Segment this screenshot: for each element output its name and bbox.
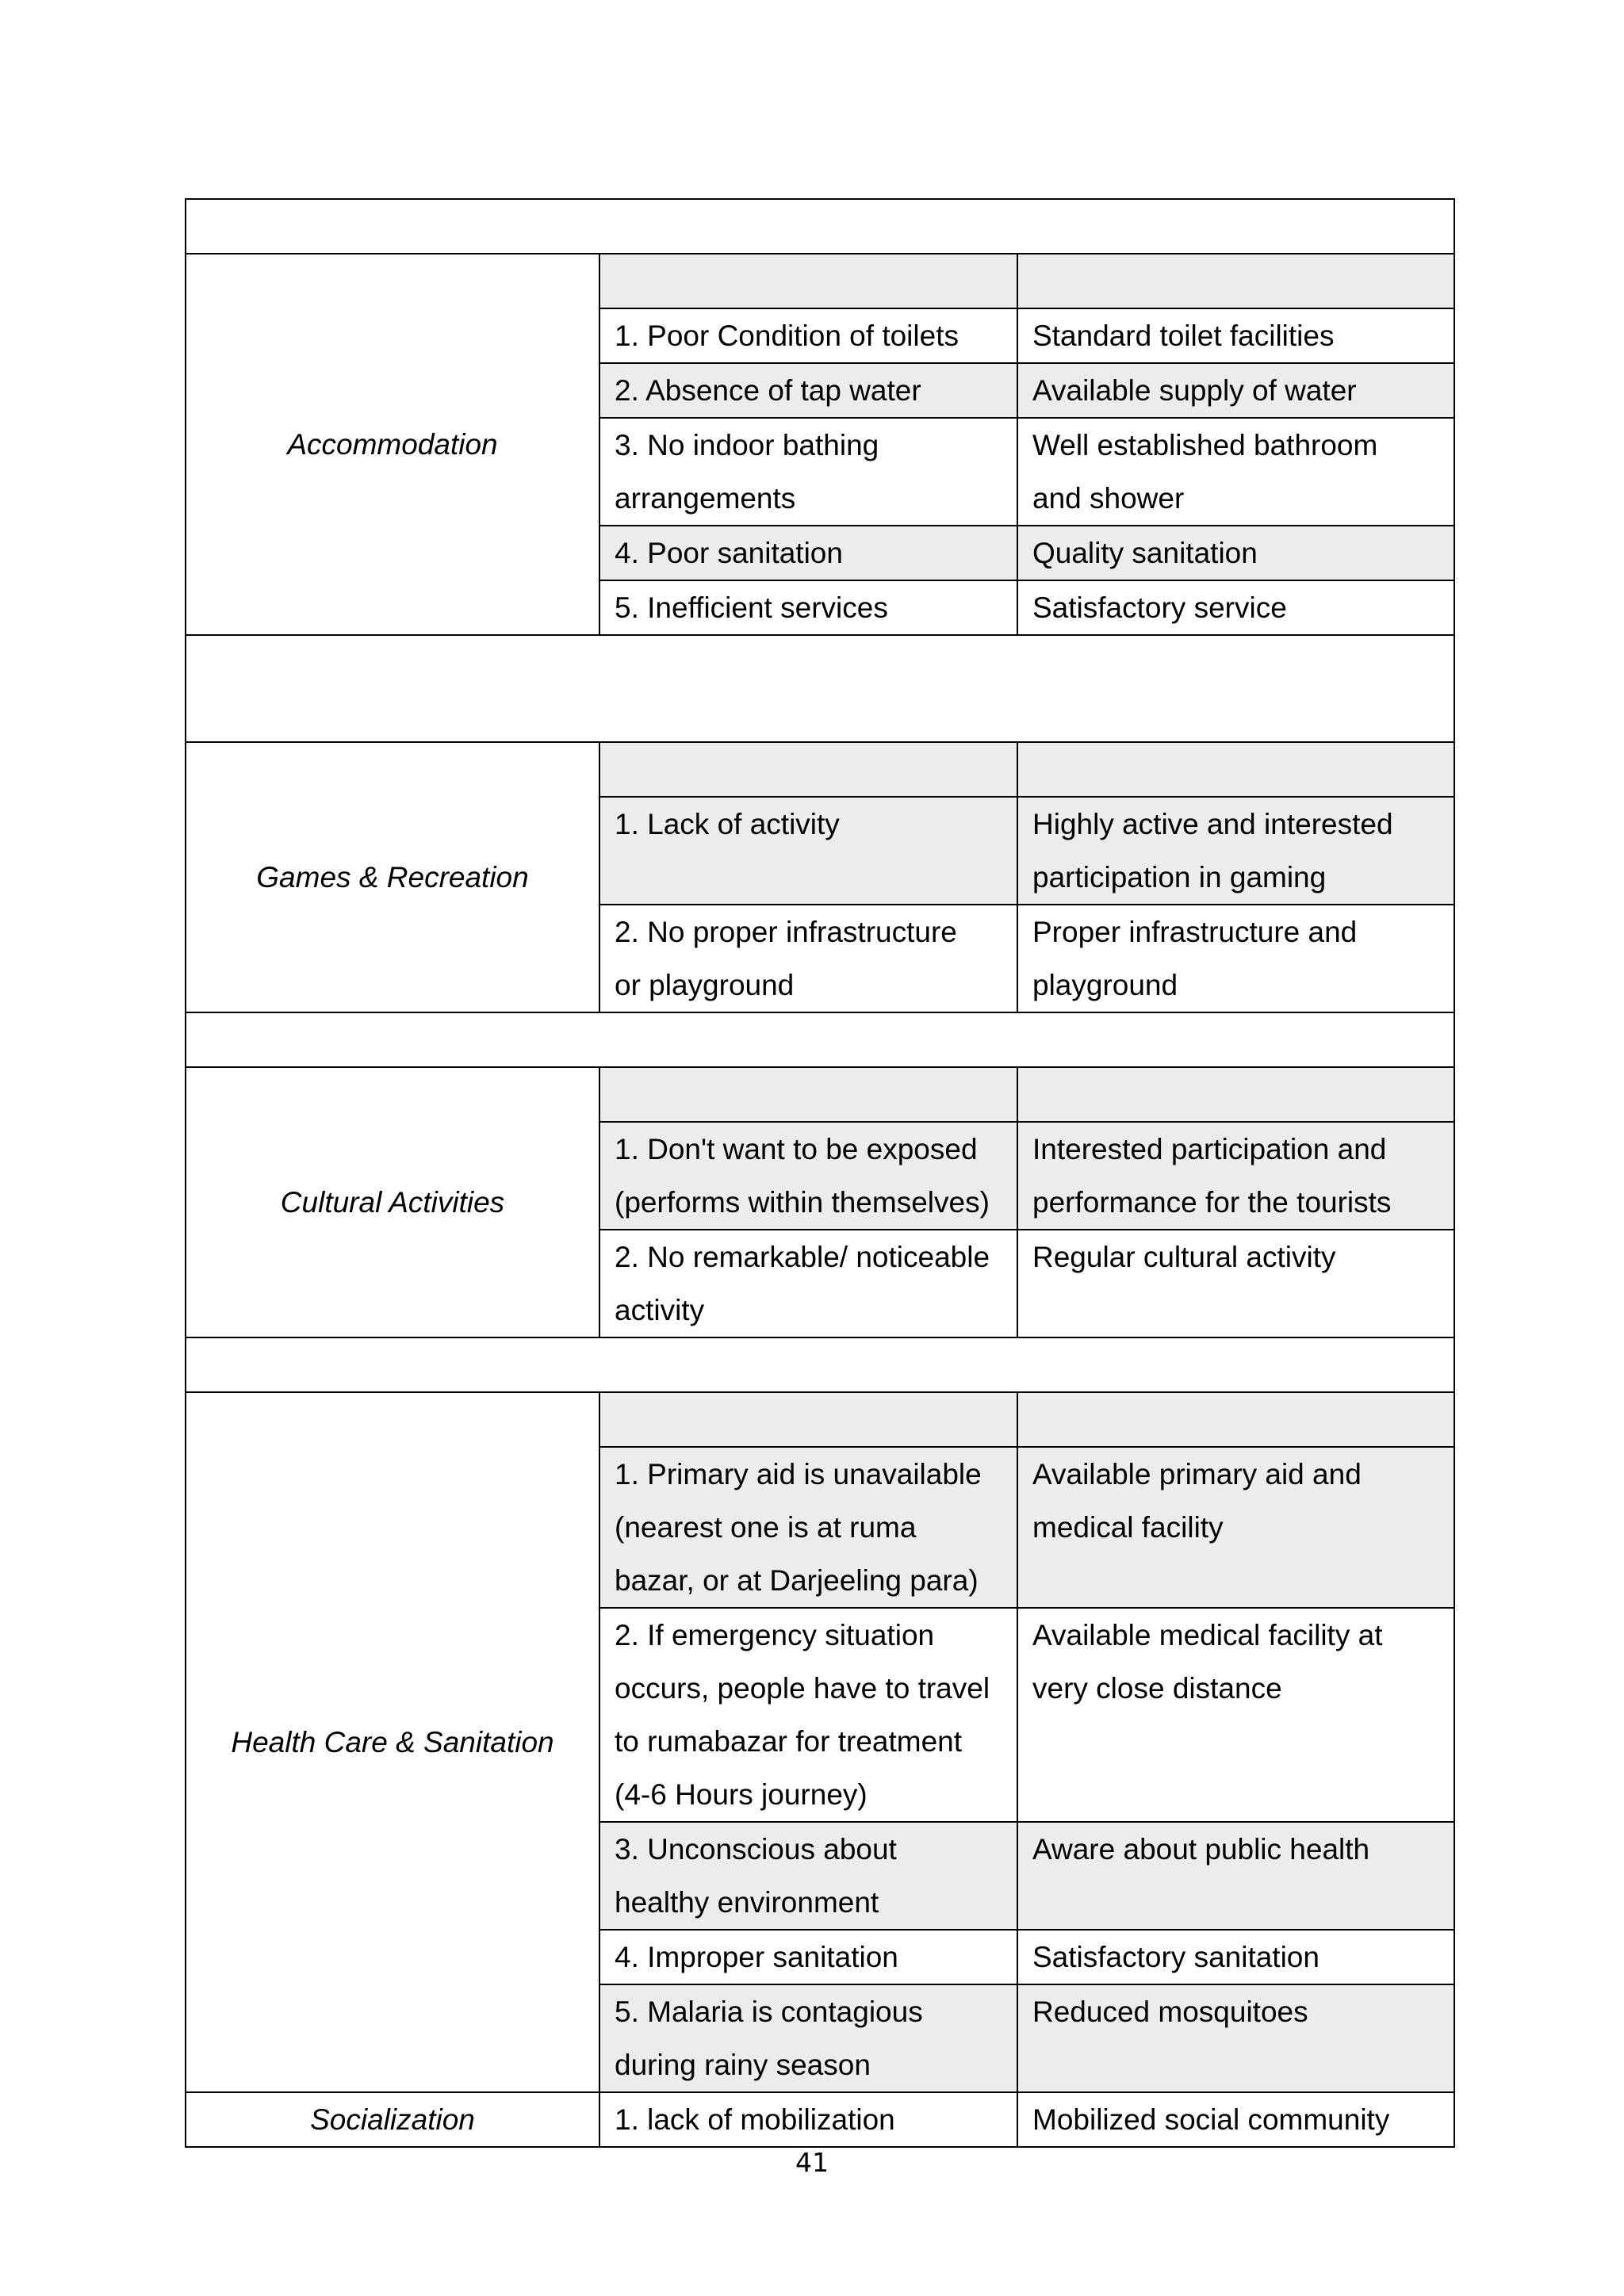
solution-cell: Reduced mosquitoes (1017, 1984, 1454, 2092)
category-label: Socialization (186, 2092, 599, 2147)
table-row (186, 742, 1454, 797)
solution-cell: Well established bathroom and shower (1017, 418, 1454, 526)
problem-cell: 2. Absence of tap water (599, 363, 1017, 418)
category-label: Games & Recreation (186, 742, 599, 1012)
solution-cell: Standard toilet facilities (1017, 308, 1454, 363)
problem-cell: 3. No indoor bathing arrangements (599, 418, 1017, 526)
solution-cell: Satisfactory service (1017, 580, 1454, 635)
solution-cell: Available supply of water (1017, 363, 1454, 418)
subheader-cell (599, 1392, 1017, 1447)
solution-cell: Highly active and interested participation in gaming (1017, 797, 1454, 905)
table-row (186, 2092, 1454, 2147)
problem-cell: 1. Primary aid is unavailable (nearest one is at ruma bazar, or at Darjeeling para) (599, 1447, 1017, 1608)
table-row (186, 254, 1454, 308)
solution-cell: Available medical facility at very close distance (1017, 1608, 1454, 1822)
problem-cell: 2. No remarkable/ noticeable activity (599, 1230, 1017, 1337)
subheader-cell (1017, 1392, 1454, 1447)
problem-cell: 4. Improper sanitation (599, 1930, 1017, 1984)
problem-cell: 5. Inefficient services (599, 580, 1017, 635)
subheader-cell (1017, 254, 1454, 308)
table-row (186, 1392, 1454, 1447)
subheader-cell (599, 254, 1017, 308)
problem-cell: 1. Poor Condition of toilets (599, 308, 1017, 363)
solution-cell: Satisfactory sanitation (1017, 1930, 1454, 1984)
subheader-cell (1017, 1067, 1454, 1122)
problem-cell: 3. Unconscious about healthy environment (599, 1822, 1017, 1930)
section-band (186, 1337, 1454, 1392)
section-band (186, 635, 1454, 742)
category-label: Health Care & Sanitation (186, 1392, 599, 2092)
problem-cell: 1. Lack of activity (599, 797, 1017, 905)
solution-cell: Aware about public health (1017, 1822, 1454, 1930)
subheader-cell (1017, 742, 1454, 797)
problem-cell: 4. Poor sanitation (599, 526, 1017, 580)
category-label: Cultural Activities (186, 1067, 599, 1337)
page-number: 41 (795, 2147, 829, 2178)
category-label: Accommodation (186, 254, 599, 635)
problem-cell: 5. Malaria is contagious during rainy season (599, 1984, 1017, 2092)
subheader-cell (599, 1067, 1017, 1122)
solution-cell: Mobilized social community (1017, 2092, 1454, 2147)
problem-cell: 2. If emergency situation occurs, people have to travel to rumabazar for treatment (4-6 Hours journey) (599, 1608, 1017, 1822)
problem-cell: 2. No proper infrastructure or playground (599, 905, 1017, 1012)
table-row (186, 1067, 1454, 1122)
solution-cell: Interested participation and performance for the tourists (1017, 1122, 1454, 1230)
subheader-cell (599, 742, 1017, 797)
solution-cell: Regular cultural activity (1017, 1230, 1454, 1337)
problem-cell: 1. lack of mobilization (599, 2092, 1017, 2147)
section-band (186, 1012, 1454, 1067)
comparison-table (185, 198, 1455, 2148)
section-band (186, 199, 1454, 254)
solution-cell: Proper infrastructure and playground (1017, 905, 1454, 1012)
solution-cell: Available primary aid and medical facility (1017, 1447, 1454, 1608)
problem-cell: 1. Don't want to be exposed (performs within themselves) (599, 1122, 1017, 1230)
solution-cell: Quality sanitation (1017, 526, 1454, 580)
